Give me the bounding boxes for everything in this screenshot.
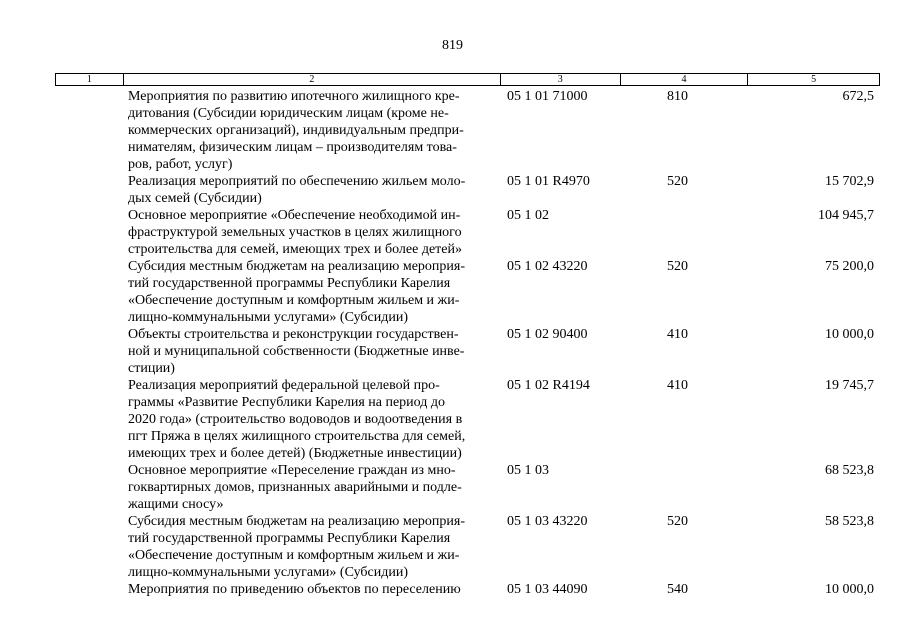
row-amount: 58 523,8 — [825, 514, 874, 529]
row-type: 520 — [667, 514, 688, 529]
table-body — [0, 88, 905, 598]
row-name: Основное мероприятие «Обеспечение необходимой ин- фраструктурой земельных участков в целях жилищного строительства для семей, имеющих трех и более детей» — [128, 208, 463, 257]
table-row — [0, 513, 905, 581]
row-amount: 75 200,0 — [825, 259, 874, 274]
header-col-2: 2 — [124, 74, 501, 85]
table-row — [0, 326, 905, 377]
header-col-3: 3 — [501, 74, 621, 85]
row-name: Мероприятия по развитию ипотечного жилищного кре- дитования (Субсидии юридическим лицам (кроме не- коммерческих организаций), индивидуальным предпри- нимателям, физическим лицам – производителям това- ров, работ, услуг) — [128, 89, 464, 172]
table-row — [0, 207, 905, 258]
row-name: Реализация мероприятий по обеспечению жильем моло- дых семей (Субсидии) — [128, 174, 466, 206]
table-row — [0, 462, 905, 513]
table-row — [0, 88, 905, 173]
row-type: 520 — [667, 259, 688, 274]
header-col-5: 5 — [811, 74, 817, 85]
row-name: Субсидия местным бюджетам на реализацию мероприя- тий государственной программы Республики Карелия «Обеспечение доступным и комфортным жильем и жи- лищно-коммунальными услугами» (Субсидии) — [128, 514, 466, 580]
header-col-4: 4 — [621, 74, 749, 85]
row-amount: 104 945,7 — [818, 208, 874, 223]
row-name: Основное мероприятие «Переселение граждан из мно- гоквартирных домов, признанных аварийными и подле- жащими сносу» — [128, 463, 462, 512]
row-code: 05 1 02 43220 — [507, 259, 588, 274]
row-type: 520 — [667, 174, 688, 189]
row-name: Реализация мероприятий федеральной целевой про- граммы «Развитие Республики Карелия на период до 2020 года» (строительство водоводов и водоотведения в пгт Пряжа в целях жилищного строительства для семей, имеющих трех и более детей) (Бюджетные инвестиции) — [128, 378, 466, 461]
row-type: 410 — [667, 378, 688, 393]
row-name: Мероприятия по приведению объектов по переселению — [128, 582, 461, 597]
row-type: 810 — [667, 89, 688, 104]
row-amount: 19 745,7 — [825, 378, 874, 393]
row-amount: 672,5 — [842, 89, 874, 104]
row-code: 05 1 03 43220 — [507, 514, 588, 529]
header-col-1: 1 — [56, 74, 124, 85]
row-name: Субсидия местным бюджетам на реализацию мероприя- тий государственной программы Республики Карелия «Обеспечение доступным и комфортным жильем и жи- лищно-коммунальными услугами» (Субсидии) — [128, 259, 466, 325]
table-row — [0, 581, 905, 598]
row-code: 05 1 01 71000 — [507, 89, 588, 104]
page-number: 819 — [442, 38, 463, 53]
table-row — [0, 377, 905, 462]
row-amount: 15 702,9 — [825, 174, 874, 189]
table-row — [0, 258, 905, 326]
row-code: 05 1 02 — [507, 208, 549, 223]
row-type: 540 — [667, 582, 688, 597]
row-amount: 10 000,0 — [825, 582, 874, 597]
row-amount: 10 000,0 — [825, 327, 874, 342]
row-type: 410 — [667, 327, 688, 342]
row-amount: 68 523,8 — [825, 463, 874, 478]
row-code: 05 1 02 90400 — [507, 327, 588, 342]
table-header-row — [55, 73, 880, 86]
row-code: 05 1 03 44090 — [507, 582, 588, 597]
row-name: Объекты строительства и реконструкции государствен- ной и муниципальной собственности (Бюджетные инве- стиции) — [128, 327, 465, 376]
row-code: 05 1 01 R4970 — [507, 174, 590, 189]
row-code: 05 1 02 R4194 — [507, 378, 590, 393]
row-code: 05 1 03 — [507, 463, 549, 478]
table-row — [0, 173, 905, 207]
